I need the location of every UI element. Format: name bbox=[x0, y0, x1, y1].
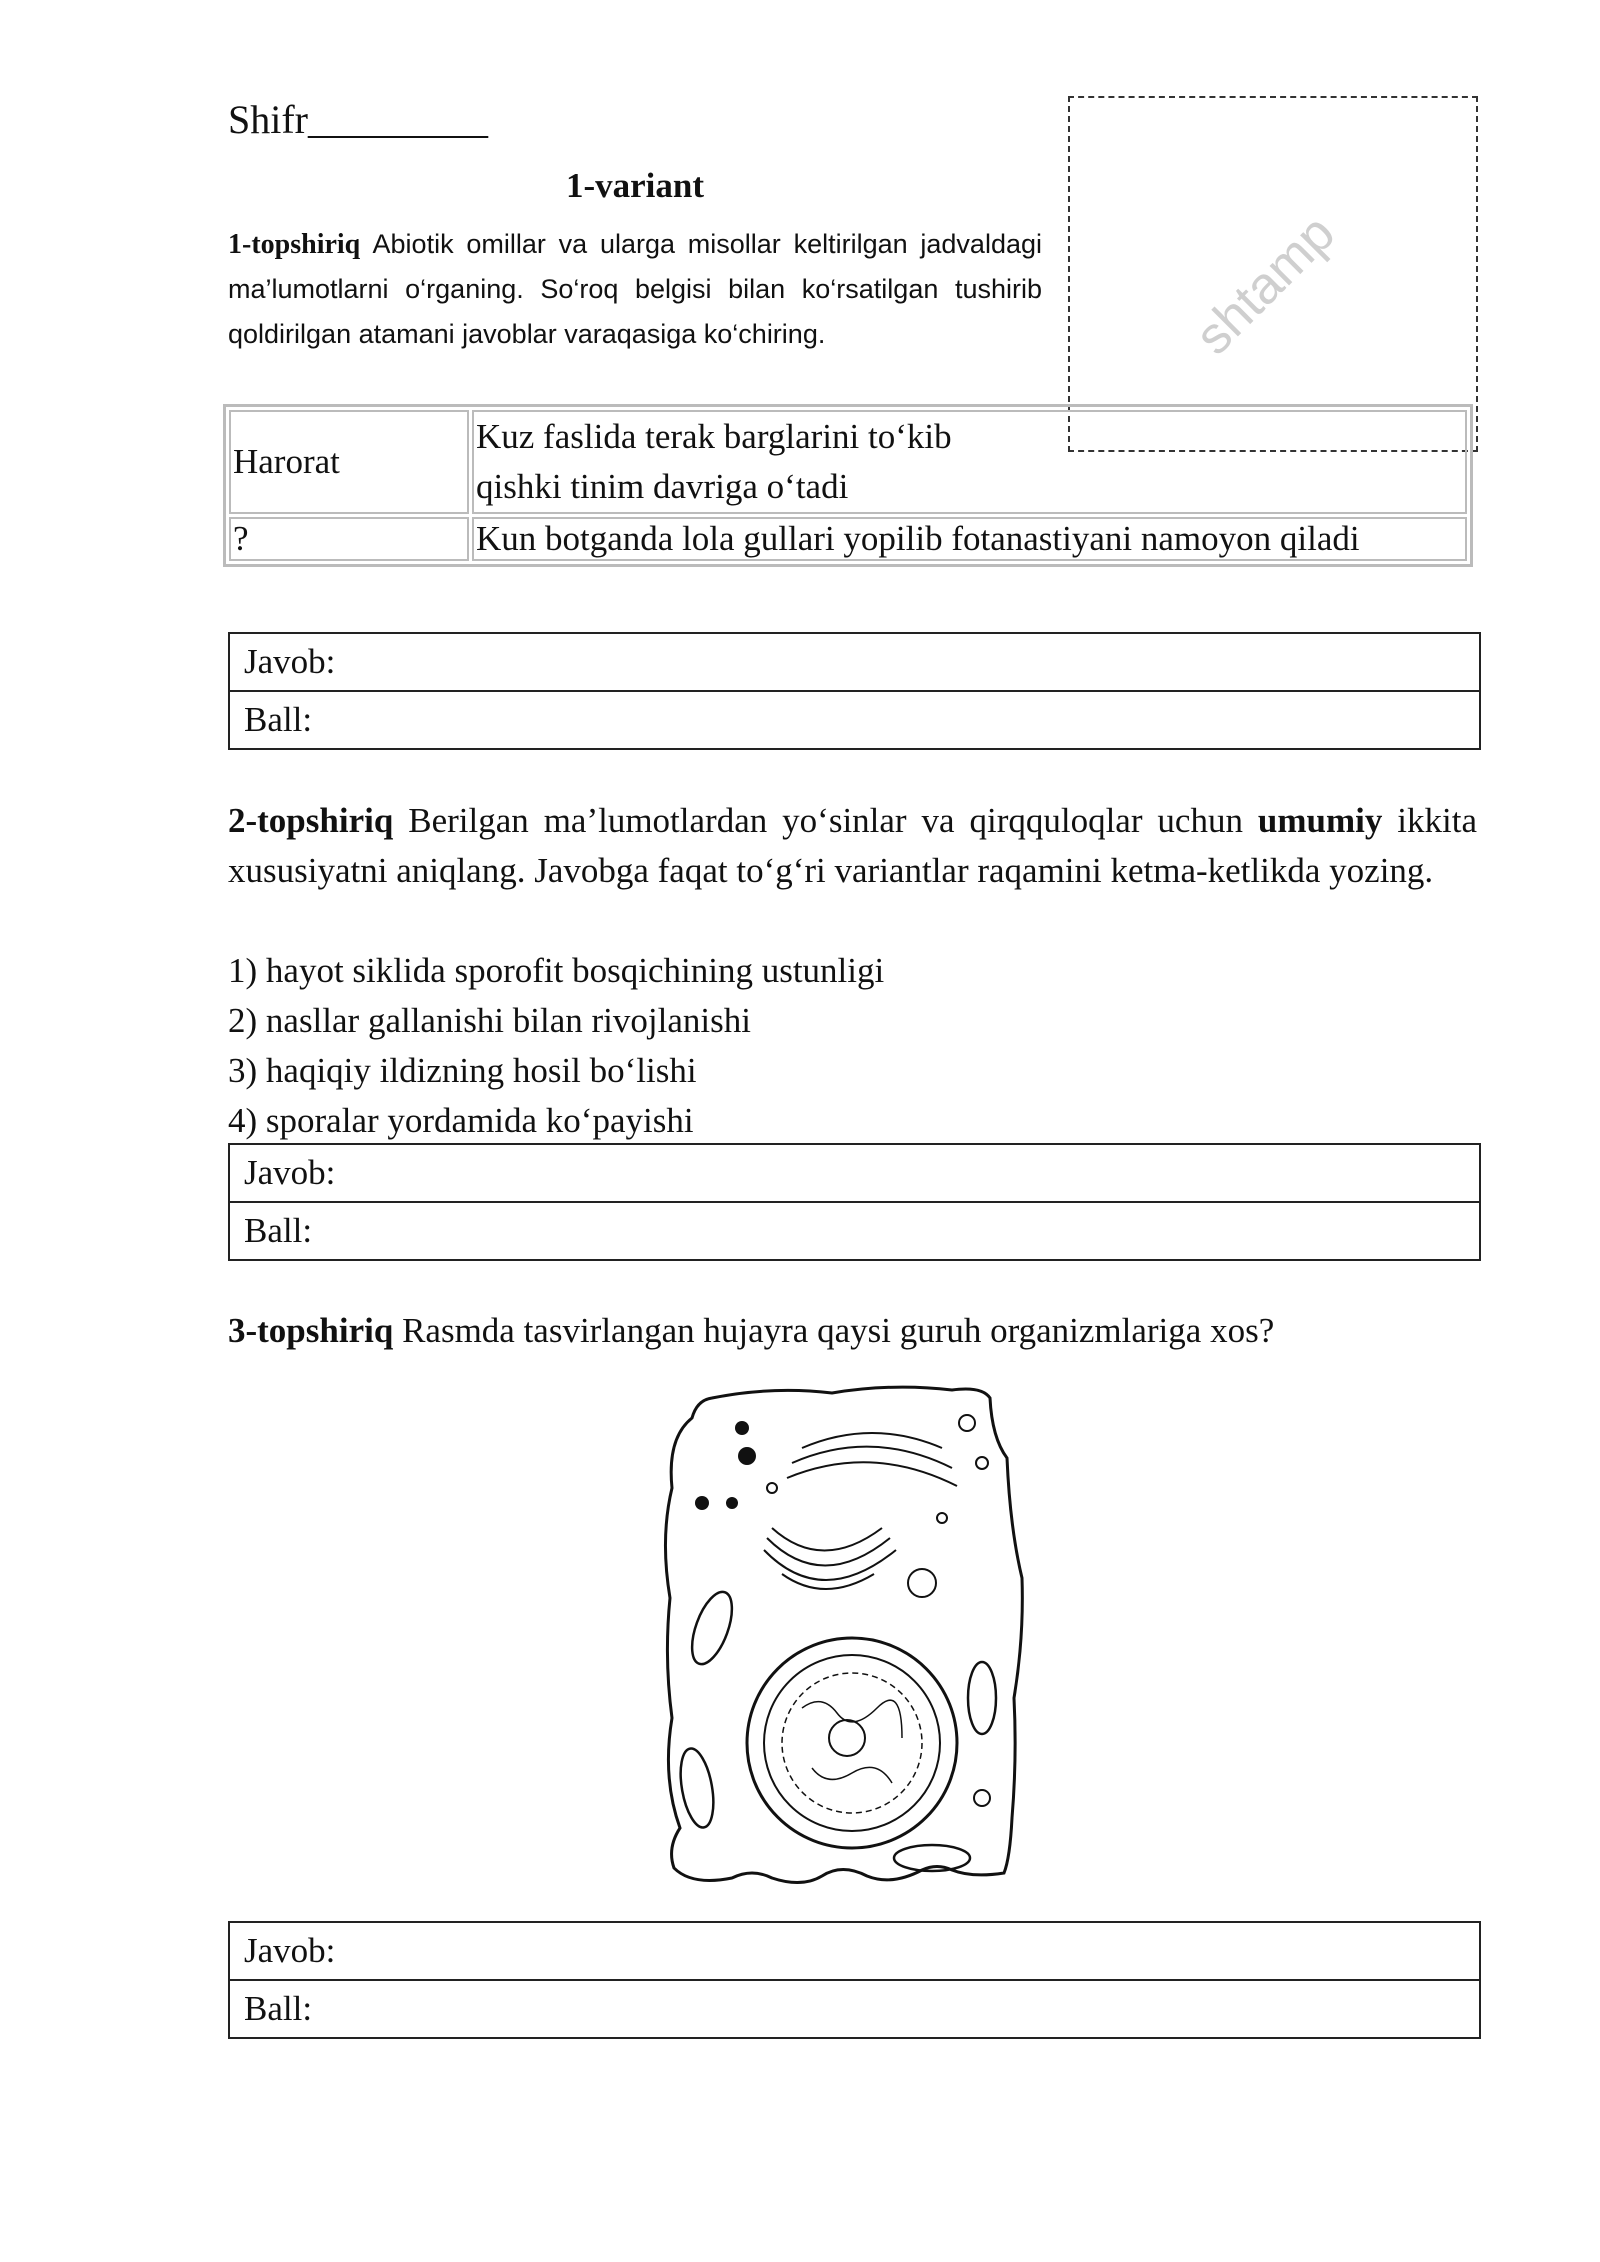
animal-cell-diagram-icon bbox=[652, 1378, 1052, 1898]
score-field[interactable]: Ball: bbox=[230, 1201, 1479, 1259]
example-line: qishki tinim davriga o‘tadi bbox=[476, 467, 849, 506]
task2-text-after: ikkita xususiyatni aniqlang. Javobga faqat to‘g‘ri variantlar raqamini ketma-ketlikda yozing. bbox=[228, 801, 1478, 890]
task2-answer-box bbox=[228, 1143, 1481, 1261]
list-item: 1) hayot siklida sporofit bosqichining ustunligi bbox=[228, 951, 885, 990]
task1-prompt bbox=[228, 222, 1042, 357]
cipher-field: Shifr_________ bbox=[228, 97, 488, 142]
task3-answer-box bbox=[228, 1921, 1481, 2039]
answer-field[interactable]: Javob: bbox=[244, 1153, 336, 1192]
task2-text-before: Berilgan ma’lumotlardan yo‘sinlar va qirqquloqlar uchun bbox=[408, 801, 1243, 840]
task3-prompt bbox=[228, 1306, 1477, 1356]
table-cell-example: Kun botganda lola gullari yopilib fotanastiyani namoyon qiladi bbox=[472, 517, 1467, 561]
answer-field[interactable]: Javob: bbox=[244, 1931, 336, 1970]
task3-label: 3-topshiriq bbox=[228, 1311, 394, 1350]
variant-title: 1-variant bbox=[565, 166, 705, 205]
table-cell-term: ? bbox=[229, 517, 469, 561]
abiotic-factors-table bbox=[223, 404, 1473, 567]
task1-label: 1-topshiriq bbox=[228, 229, 361, 260]
list-item: 4) sporalar yordamida ko‘payishi bbox=[228, 1101, 694, 1140]
list-item: 3) haqiqiy ildizning hosil bo‘lishi bbox=[228, 1051, 697, 1090]
task2-text-bold: umumiy bbox=[1257, 801, 1383, 840]
answer-field[interactable]: Javob: bbox=[244, 642, 336, 681]
table-row bbox=[229, 410, 1467, 514]
task2-prompt bbox=[228, 796, 1477, 896]
table-row bbox=[229, 517, 1467, 561]
task1-text: Abiotik omillar va ularga misollar keltirilgan jadvaldagi ma’lumotlarni o‘rganing. So‘roq belgisi bilan ko‘rsatilgan tushirib qoldirilgan atamani javoblar varaqasiga ko‘chiring. bbox=[228, 229, 1042, 349]
task2-options bbox=[228, 946, 1477, 1146]
score-field[interactable]: Ball: bbox=[230, 1979, 1479, 2037]
task2-label: 2-topshiriq bbox=[228, 801, 394, 840]
score-field[interactable]: Ball: bbox=[230, 690, 1479, 748]
stamp-watermark: shtamp bbox=[1184, 204, 1347, 366]
table-cell-example bbox=[472, 410, 1467, 514]
table-cell-term: Harorat bbox=[229, 410, 469, 514]
example-line: Kuz faslida terak barglarini to‘kib bbox=[476, 417, 952, 456]
list-item: 2) nasllar gallanishi bilan rivojlanishi bbox=[228, 1001, 751, 1040]
task1-answer-box bbox=[228, 632, 1481, 750]
task3-text: Rasmda tasvirlangan hujayra qaysi guruh organizmlariga xos? bbox=[402, 1311, 1275, 1350]
